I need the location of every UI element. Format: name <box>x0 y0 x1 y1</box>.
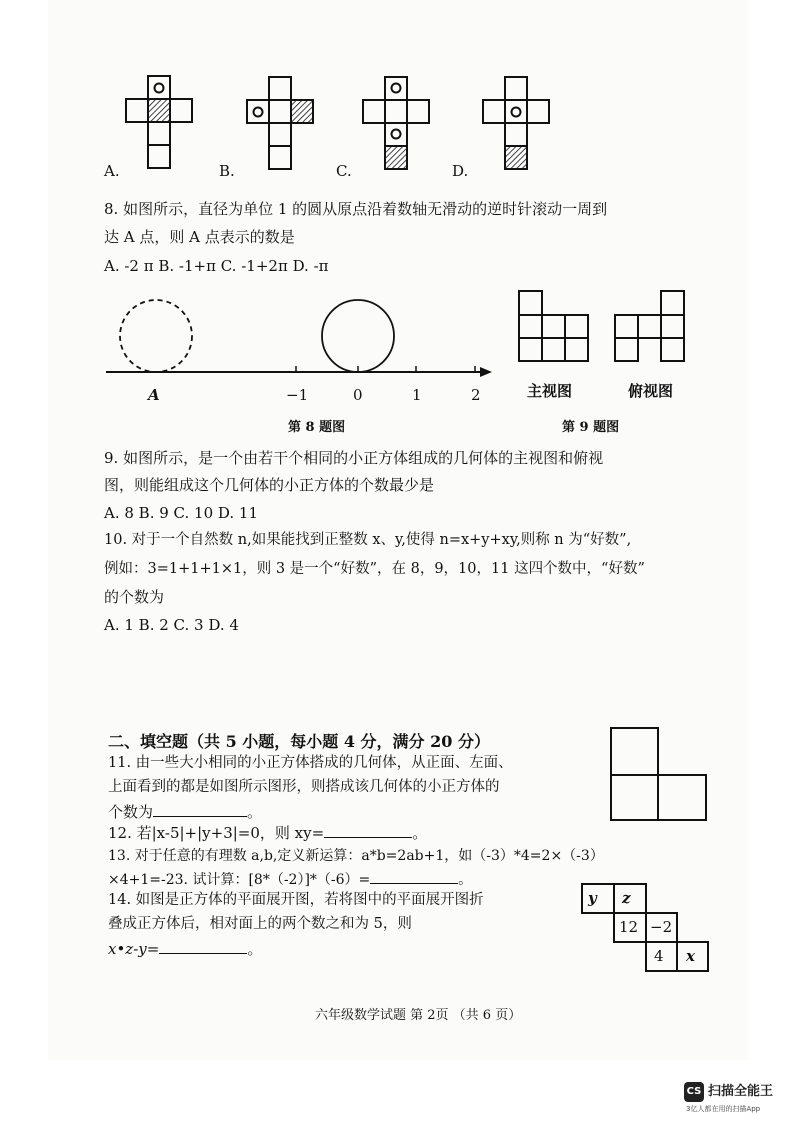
q8-line-2: 达 A 点，则 A 点表示的数是 <box>104 228 295 246</box>
net-cell-z: z <box>622 889 631 907</box>
q13-suffix: 。 <box>458 872 473 888</box>
q11-prefix: 个数为 <box>108 803 154 821</box>
net-cell-x: x <box>686 947 695 965</box>
q12-answer-blank[interactable] <box>324 821 412 838</box>
front-view-label: 主视图 <box>527 382 573 400</box>
axis-label-1: 1 <box>412 386 422 404</box>
net-d <box>483 77 549 169</box>
q11-line-3 <box>108 800 262 823</box>
q12-line <box>108 821 427 844</box>
section-2-title: 二、填空题（共 5 小题，每小题 4 分，满分 20 分） <box>108 732 490 751</box>
net-cell-neg2: −2 <box>650 918 673 936</box>
q12-prefix: 12. 若|x-5|+|y+3|=0，则 xy= <box>108 824 325 842</box>
axis-label-a: A <box>148 386 160 404</box>
q9-views-figure <box>515 285 695 365</box>
q14-line-1: 14. 如图是正方体的平面展开图，若将图中的平面展开图折 <box>108 892 484 908</box>
q7-option-c: C. <box>336 162 352 180</box>
q13-prefix: ×4+1=-23. 试计算：[8*（-2）]*（-6）= <box>108 872 371 888</box>
q11-answer-blank[interactable] <box>153 800 247 817</box>
brand-tagline: 3亿人都在用的扫描App <box>686 1105 761 1113</box>
q8-options: A. -2 π B. -1+π C. -1+2π D. -π <box>104 257 329 275</box>
q14-line-2: 叠成正方体后，相对面上的两个数之和为 5，则 <box>108 916 412 932</box>
q13-line-2 <box>108 867 472 891</box>
q14-answer-blank[interactable] <box>159 937 247 954</box>
q14-line-3 <box>108 937 262 960</box>
q13-line-1: 13. 对于任意的有理数 a,b,定义新运算：a*b=2ab+1，如（-3）*4=2×（-3） <box>108 848 604 864</box>
brand-name: 扫描全能王 <box>708 1084 774 1099</box>
q7-option-d: D. <box>452 162 469 180</box>
q9-line-2: 图，则能组成这个几何体的小正方体的个数最少是 <box>104 476 435 494</box>
q14-prefix: x•z-y= <box>108 940 160 958</box>
top-view-label: 俯视图 <box>628 382 674 400</box>
q10-line-3: 的个数为 <box>104 588 165 606</box>
axis-label-neg1: −1 <box>286 386 309 404</box>
q10-line-2: 例如：3=1+1+1×1，则 3 是一个“好数”，在 8，9，10，11 这四个数中，“好数” <box>104 561 645 577</box>
q14-suffix: 。 <box>247 940 263 958</box>
net-cell-4: 4 <box>654 947 664 965</box>
axis-label-0: 0 <box>353 386 363 404</box>
q11-line-2: 上面看到的都是如图所示图形，则搭成该几何体的小正方体的 <box>108 779 500 795</box>
net-cell-12: 12 <box>619 918 639 936</box>
q10-line-1: 10. 对于一个自然数 n,如果能找到正整数 x、y,使得 n=x+y+xy,则称 n 为“好数”, <box>104 532 632 548</box>
q8-line-1: 8. 如图所示，直径为单位 1 的圆从原点沿着数轴无滑动的逆时针滚动一周到 <box>104 200 608 218</box>
q12-suffix: 。 <box>412 824 428 842</box>
q10-options: A. 1 B. 2 C. 3 D. 4 <box>104 616 239 634</box>
q9-options: A. 8 B. 9 C. 10 D. 11 <box>104 504 258 522</box>
q11-figure <box>606 724 712 824</box>
q11-suffix: 。 <box>247 803 263 821</box>
q7-option-b: B. <box>219 162 235 180</box>
q7-option-a: A. <box>104 162 120 180</box>
net-c <box>363 77 429 169</box>
q13-answer-blank[interactable] <box>370 867 458 884</box>
axis-label-2: 2 <box>471 386 481 404</box>
net-b <box>247 77 313 169</box>
page-footer: 六年级数学试题 第 2页 （共 6 页） <box>315 1008 522 1023</box>
q11-line-1: 11. 由一些大小相同的小正方体搭成的几何体，从正面、左面、 <box>108 755 513 771</box>
net-a <box>126 76 192 168</box>
camscanner-logo-icon: CS <box>684 1082 704 1102</box>
net-cell-y: y <box>588 889 597 907</box>
q8-caption: 第 8 题图 <box>288 420 346 435</box>
q9-line-1: 9. 如图所示，是一个由若干个相同的小正方体组成的几何体的主视图和俯视 <box>104 449 604 467</box>
q9-caption: 第 9 题图 <box>562 420 620 435</box>
